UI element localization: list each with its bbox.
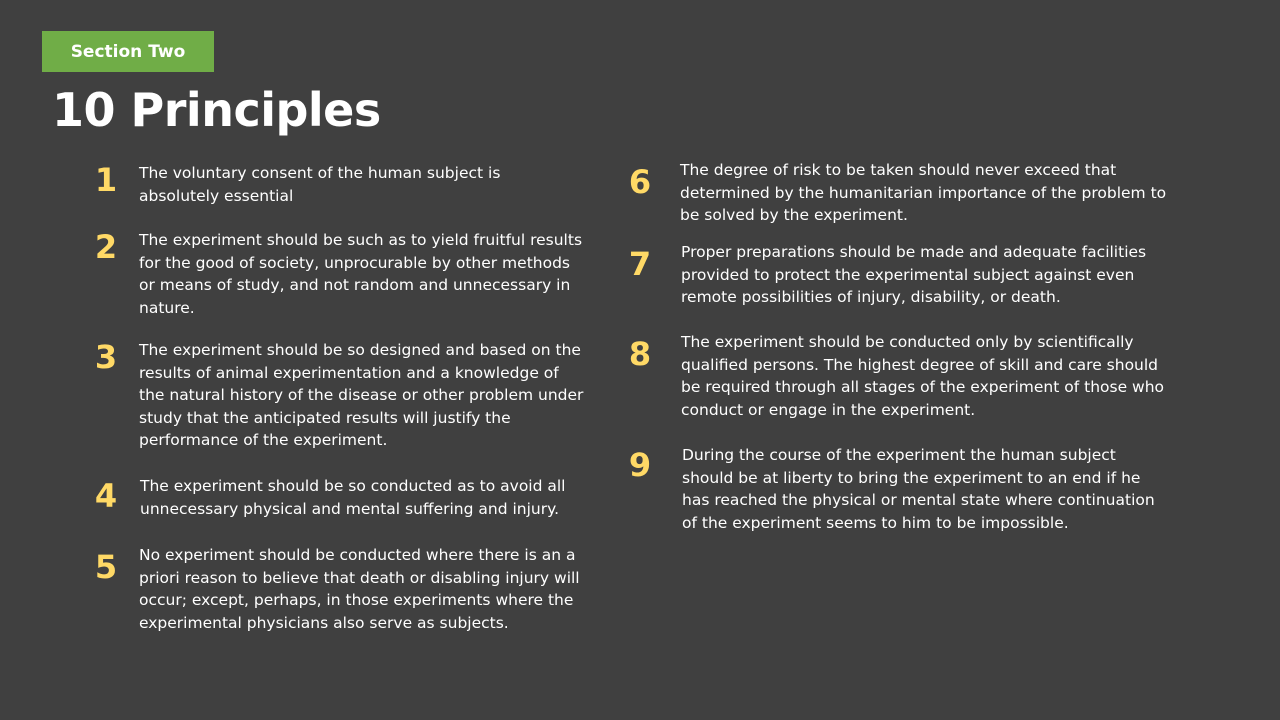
principle-number-9: 9 — [628, 446, 652, 484]
principle-item-6 — [618, 159, 1170, 227]
principle-number-2: 2 — [94, 228, 118, 266]
principle-text-3: The experiment should be so designed and based on the results of animal experimentation and a knowledge of the natural history of the disease or other problem under study that the anticipated results will justify the performance of the experiment. — [139, 341, 584, 449]
principle-number-5: 5 — [94, 548, 118, 586]
principle-number-4: 4 — [94, 477, 118, 515]
principle-number-8: 8 — [628, 335, 652, 373]
principle-text-8: The experiment should be conducted only by scientifically qualified persons. The highest degree of skill and care should be required through all stages of the experiment of those who conduct or engage in the experiment. — [681, 333, 1165, 419]
principle-item-1 — [84, 162, 584, 207]
principle-number-1: 1 — [94, 161, 118, 199]
principle-item-8 — [618, 331, 1171, 421]
principle-text-2: The experiment should be such as to yield fruitful results for the good of society, unprocurable by other methods or means of study, and not random and unnecessary in nature. — [139, 231, 583, 317]
principle-text-5: No experiment should be conducted where there is an a priori reason to believe that death or disabling injury will occur; except, perhaps, in those experiments where the experimental physicians also serve as subjects. — [139, 546, 580, 632]
principle-text-4: The experiment should be so conducted as to avoid all unnecessary physical and mental suffering and injury. — [140, 477, 566, 518]
principle-number-3: 3 — [94, 338, 118, 376]
principle-item-7 — [618, 241, 1171, 309]
principle-number-6: 6 — [628, 163, 652, 201]
principle-text-7: Proper preparations should be made and adequate facilities provided to protect the experimental subject against even remote possibilities of injury, disability, or death. — [681, 243, 1147, 306]
section-tag — [42, 31, 214, 72]
section-tag-label: Section Two — [70, 41, 186, 62]
principle-number-7: 7 — [628, 245, 652, 283]
principle-text-6: The degree of risk to be taken should never exceed that determined by the humanitarian importance of the problem to be solved by the experiment. — [680, 161, 1167, 224]
principle-item-3 — [84, 339, 584, 452]
principle-item-2 — [84, 229, 584, 319]
principle-text-9: During the course of the experiment the human subject should be at liberty to bring the experiment to an end if he has reached the physical or mental state where continuation of the experiment seems to him to be impossible. — [682, 446, 1155, 532]
slide-title: 10 Principles — [52, 83, 381, 137]
principle-item-4 — [84, 475, 585, 520]
principle-item-9 — [618, 444, 1172, 534]
principle-text-1: The voluntary consent of the human subject is absolutely essential — [139, 164, 501, 205]
principle-item-5 — [84, 544, 584, 634]
